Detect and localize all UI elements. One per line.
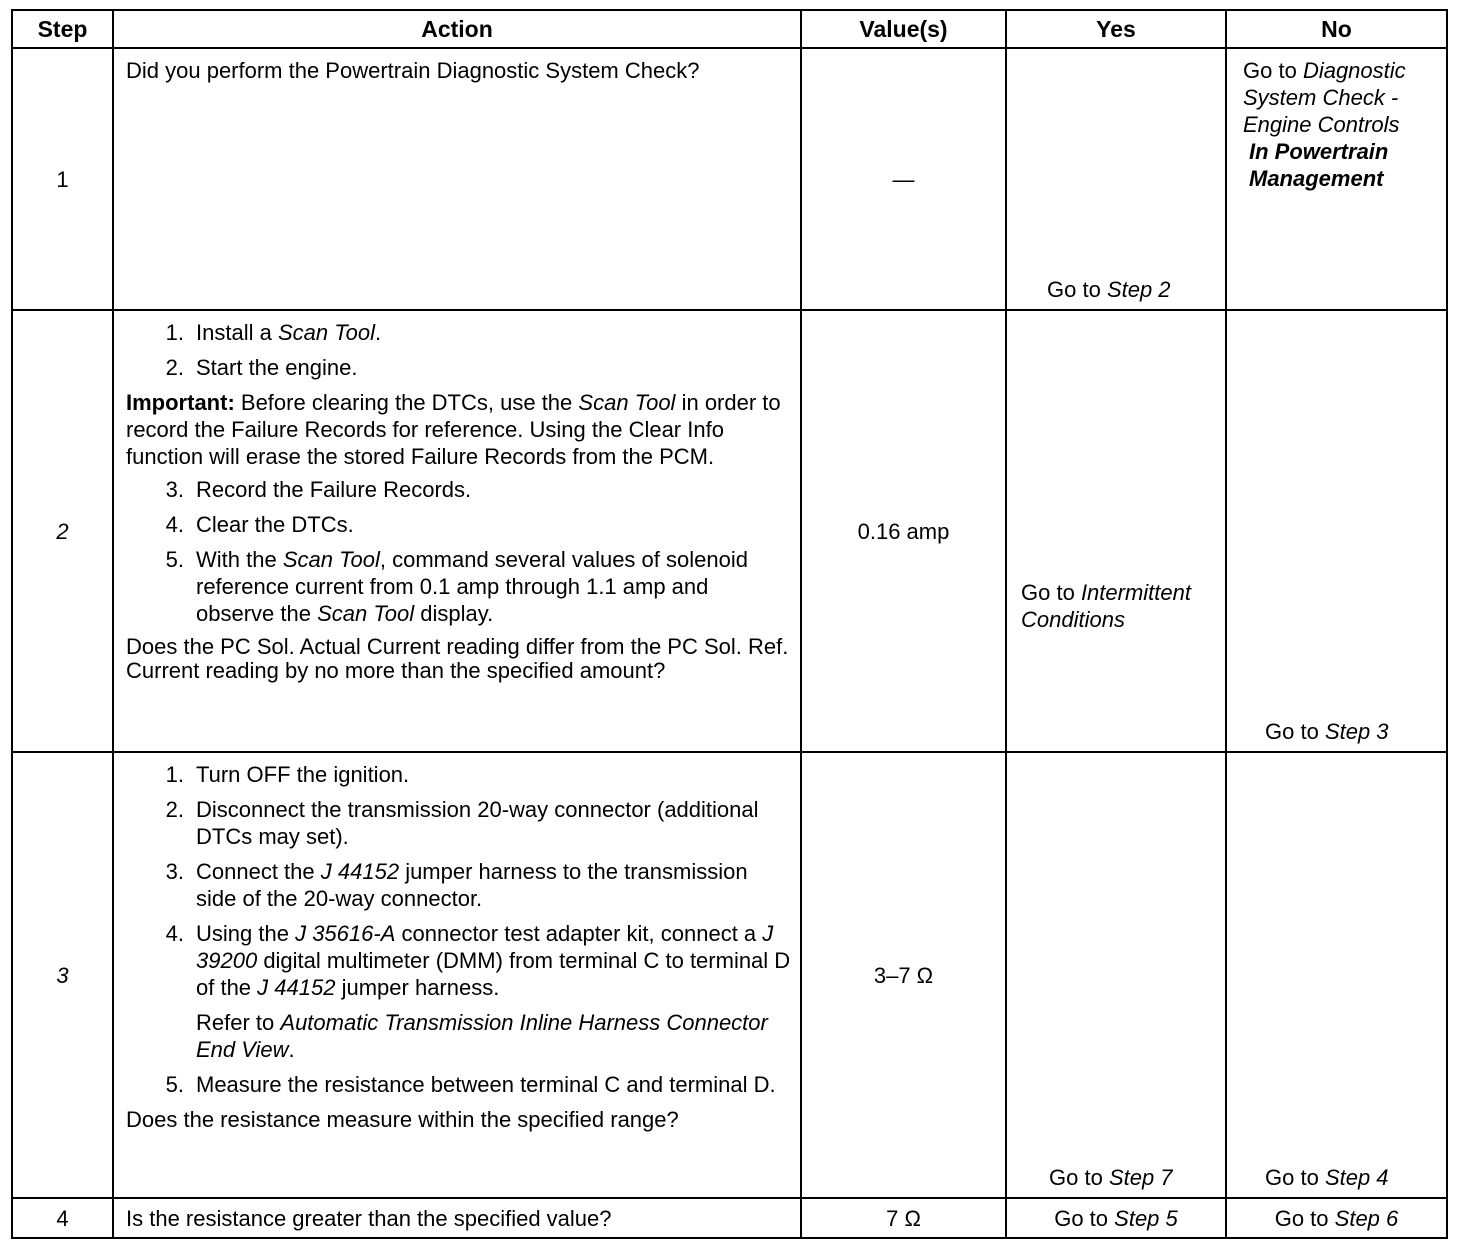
value-cell: 3–7 Ω [801,752,1006,1198]
list-item: 5. Measure the resistance between terminal C and terminal D. [165,1072,776,1097]
header-values: Value(s) [801,10,1006,48]
yes-cell [1006,1198,1226,1238]
action-question: Does the PC Sol. Actual Current reading differ from the PC Sol. Ref. Current reading by no more than the specified amount? [126,634,789,683]
table-row-step-4 [12,1198,1447,1238]
action-cell [113,48,801,310]
list-item: 3. Connect the J 44152 jumper harness to the transmission side of the 20-way connector. [165,859,748,911]
list-item: 4. Clear the DTCs. [165,512,354,537]
no-link[interactable]: Go to Step 6 [1274,1205,1399,1231]
no-cell [1226,752,1447,1198]
header-no: No [1226,10,1447,48]
important-note: Important: Before clearing the DTCs, use the Scan Tool in order to record the Failure Records for reference. Using the Clear Info function will erase the stored Failure Records from the PCM. [126,390,781,469]
no-cell [1226,1198,1447,1238]
yes-link[interactable]: Go to Step 2 [1047,277,1171,302]
step-number: 4 [12,1198,113,1238]
no-link[interactable]: Go to Step 4 [1265,1165,1389,1190]
action-question: Is the resistance greater than the specified value? [126,1205,612,1231]
step-number: 1 [12,48,113,310]
yes-cell [1006,310,1226,752]
refer-link[interactable]: Automatic Transmission Inline Harness Connector End View [196,1010,768,1062]
value-cell: 7 Ω [801,1198,1006,1238]
yes-cell [1006,752,1226,1198]
list-item: 2. Start the engine. [165,355,358,380]
list-item: 1. Turn OFF the ignition. [165,762,410,787]
header-action: Action [113,10,801,48]
table-row-step-2 [12,310,1447,752]
no-link[interactable]: Go to Step 3 [1265,719,1389,744]
yes-link[interactable]: Go to Step 7 [1049,1165,1173,1190]
step-number: 2 [12,310,113,752]
yes-link[interactable]: Go to Intermittent Conditions [1021,580,1191,632]
action-question: Did you perform the Powertrain Diagnostic System Check? [126,58,700,83]
action-cell [113,1198,801,1238]
value-cell: — [801,48,1006,310]
list-item: 4. Using the J 35616-A connector test adapter kit, connect a J 39200 digital multimeter (DMM) from terminal C to terminal D of the J 44152 jumper harness. [165,921,791,1000]
action-question: Does the resistance measure within the specified range? [126,1107,679,1132]
yes-cell [1006,48,1226,310]
step-number: 3 [12,752,113,1198]
diagnostic-table [11,9,1448,1239]
table-row-step-1 [12,48,1447,310]
list-item: 2. Disconnect the transmission 20-way connector (additional DTCs may set). [165,797,759,849]
action-cell [113,310,801,752]
no-link[interactable]: Go to Diagnostic System Check - Engine Controls In Powertrain Management [1243,58,1406,191]
no-cell [1226,310,1447,752]
no-cell [1226,48,1447,310]
yes-link[interactable]: Go to Step 5 [1054,1205,1178,1231]
header-yes: Yes [1006,10,1226,48]
value-cell: 0.16 amp [801,310,1006,752]
action-cell [113,752,801,1198]
list-item: 5. With the Scan Tool, command several values of solenoid reference current from 0.1 amp through 1.1 amp and observe the Scan Tool display. [165,547,748,626]
header-row [12,10,1447,48]
header-step: Step [12,10,113,48]
list-item: 3. Record the Failure Records. [165,477,472,502]
refer-note: Refer to Automatic Transmission Inline Harness Connector End View. [196,1010,768,1062]
list-item: 1. Install a Scan Tool. [165,320,382,345]
table-row-step-3 [12,752,1447,1198]
